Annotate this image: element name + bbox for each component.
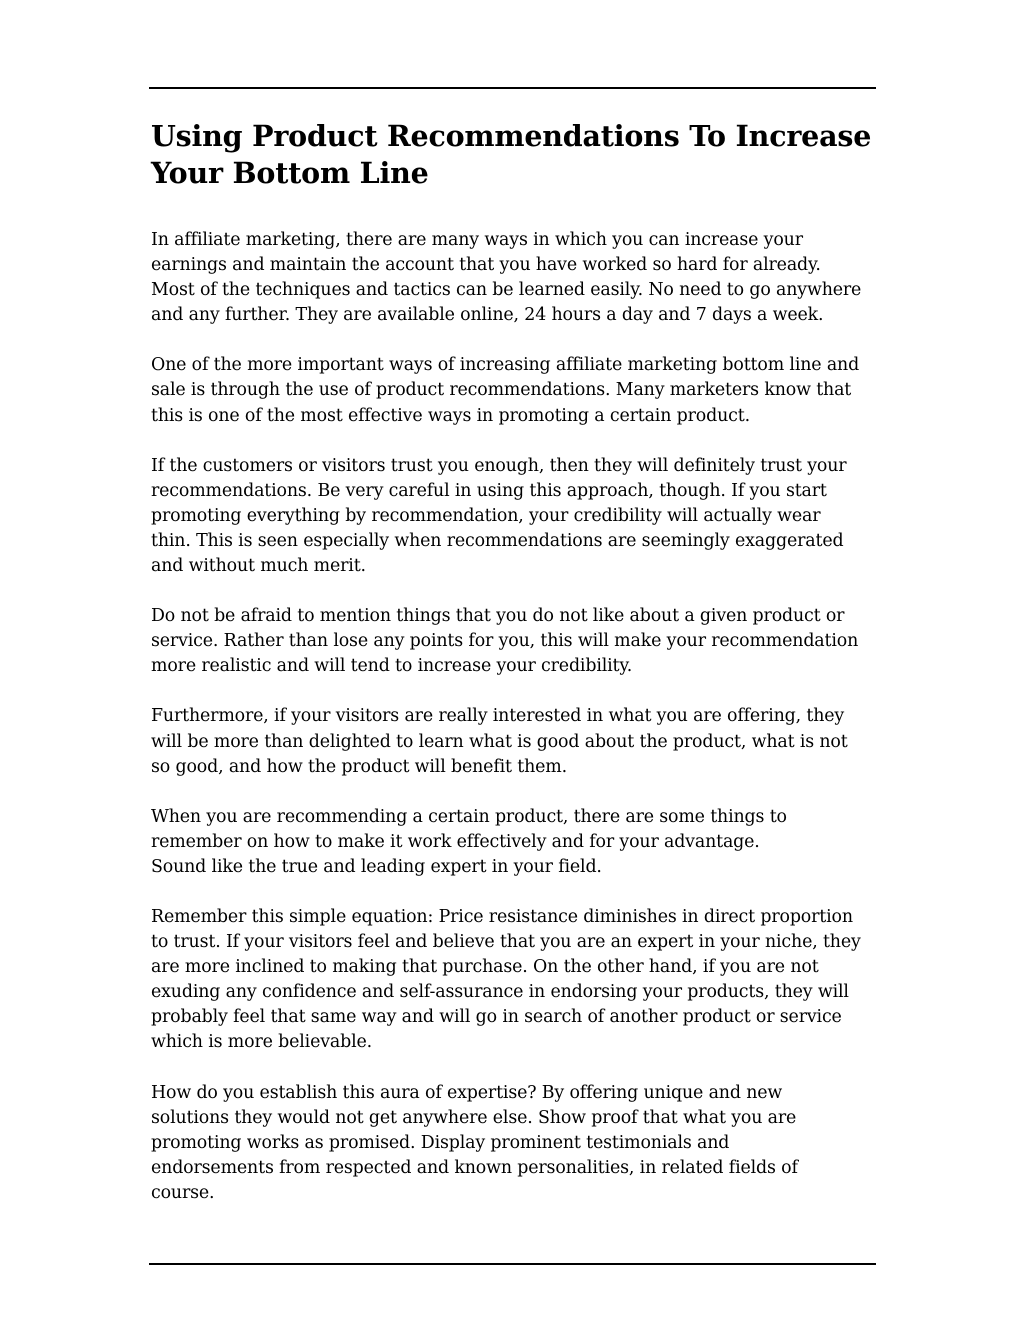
top-horizontal-rule (149, 87, 876, 89)
paragraph-line: and without much merit. (151, 556, 366, 577)
paragraph-line: Remember this simple equation: Price resistance diminishes in direct proportion (151, 906, 853, 927)
title-line: Your Bottom Line (151, 156, 429, 190)
paragraph-4 (151, 604, 881, 679)
paragraph-line: which is more believable. (151, 1032, 373, 1053)
paragraph-line: Furthermore, if your visitors are really interested in what you are offering, they (151, 706, 845, 727)
paragraph-5 (151, 704, 881, 779)
paragraph-line: In affiliate marketing, there are many ways in which you can increase your (151, 230, 803, 250)
paragraph-line: promoting works as promised. Display prominent testimonials and (151, 1132, 730, 1153)
paragraph-line: will be more than delighted to learn what is good about the product, what is not (151, 731, 848, 752)
paragraph-line: probably feel that same way and will go in search of another product or service (151, 1007, 842, 1028)
paragraph-line: this is one of the most effective ways in promoting a certain product. (151, 405, 750, 426)
paragraph-line: and any further. They are available online, 24 hours a day and 7 days a week. (151, 305, 824, 326)
paragraph-line: If the customers or visitors trust you enough, then they will definitely trust your (151, 455, 847, 476)
paragraph-line: thin. This is seen especially when recommendations are seemingly exaggerated (151, 530, 844, 551)
paragraph-3 (151, 454, 881, 579)
paragraph-line: solutions they would not get anywhere else. Show proof that what you are (151, 1107, 797, 1128)
paragraph-line: remember on how to make it work effectively and for your advantage. (151, 831, 760, 852)
paragraph-6 (151, 805, 881, 880)
paragraph-line: course. (151, 1182, 215, 1203)
paragraph-line: promoting everything by recommendation, your credibility will actually wear (151, 505, 821, 526)
document-content (151, 118, 881, 1231)
paragraph-7 (151, 905, 881, 1056)
page-title (151, 118, 881, 192)
paragraph-line: recommendations. Be very careful in using this approach, though. If you start (151, 480, 827, 501)
paragraph-line: exuding any confidence and self-assurance in endorsing your products, they will (151, 982, 849, 1003)
paragraph-line: service. Rather than lose any points for you, this will make your recommendation (151, 631, 859, 652)
title-line: Using Product Recommendations To Increase (151, 119, 872, 153)
paragraph-line: sale is through the use of product recommendations. Many marketers know that (151, 380, 852, 401)
paragraph-line: Sound like the true and leading expert in your field. (151, 856, 602, 877)
paragraph-line: are more inclined to making that purchase. On the other hand, if you are not (151, 957, 819, 978)
paragraph-line: so good, and how the product will benefit them. (151, 756, 567, 777)
paragraph-line: Most of the techniques and tactics can be learned easily. No need to go anywhere (151, 280, 862, 301)
paragraph-2 (151, 353, 881, 428)
paragraph-line: When you are recommending a certain product, there are some things to (151, 806, 787, 827)
paragraph-1 (151, 228, 881, 328)
paragraph-line: to trust. If your visitors feel and believe that you are an expert in your niche, they (151, 932, 861, 953)
paragraph-8 (151, 1081, 881, 1206)
bottom-horizontal-rule (149, 1263, 876, 1265)
paragraph-line: Do not be afraid to mention things that you do not like about a given product or (151, 606, 845, 627)
document-body (151, 228, 881, 1206)
paragraph-line: endorsements from respected and known personalities, in related fields of (151, 1157, 798, 1178)
paragraph-line: One of the more important ways of increasing affiliate marketing bottom line and (151, 355, 860, 376)
paragraph-line: earnings and maintain the account that you have worked so hard for already. (151, 255, 821, 276)
paragraph-line: more realistic and will tend to increase your credibility. (151, 656, 633, 677)
paragraph-line: How do you establish this aura of expertise? By offering unique and new (151, 1082, 783, 1103)
